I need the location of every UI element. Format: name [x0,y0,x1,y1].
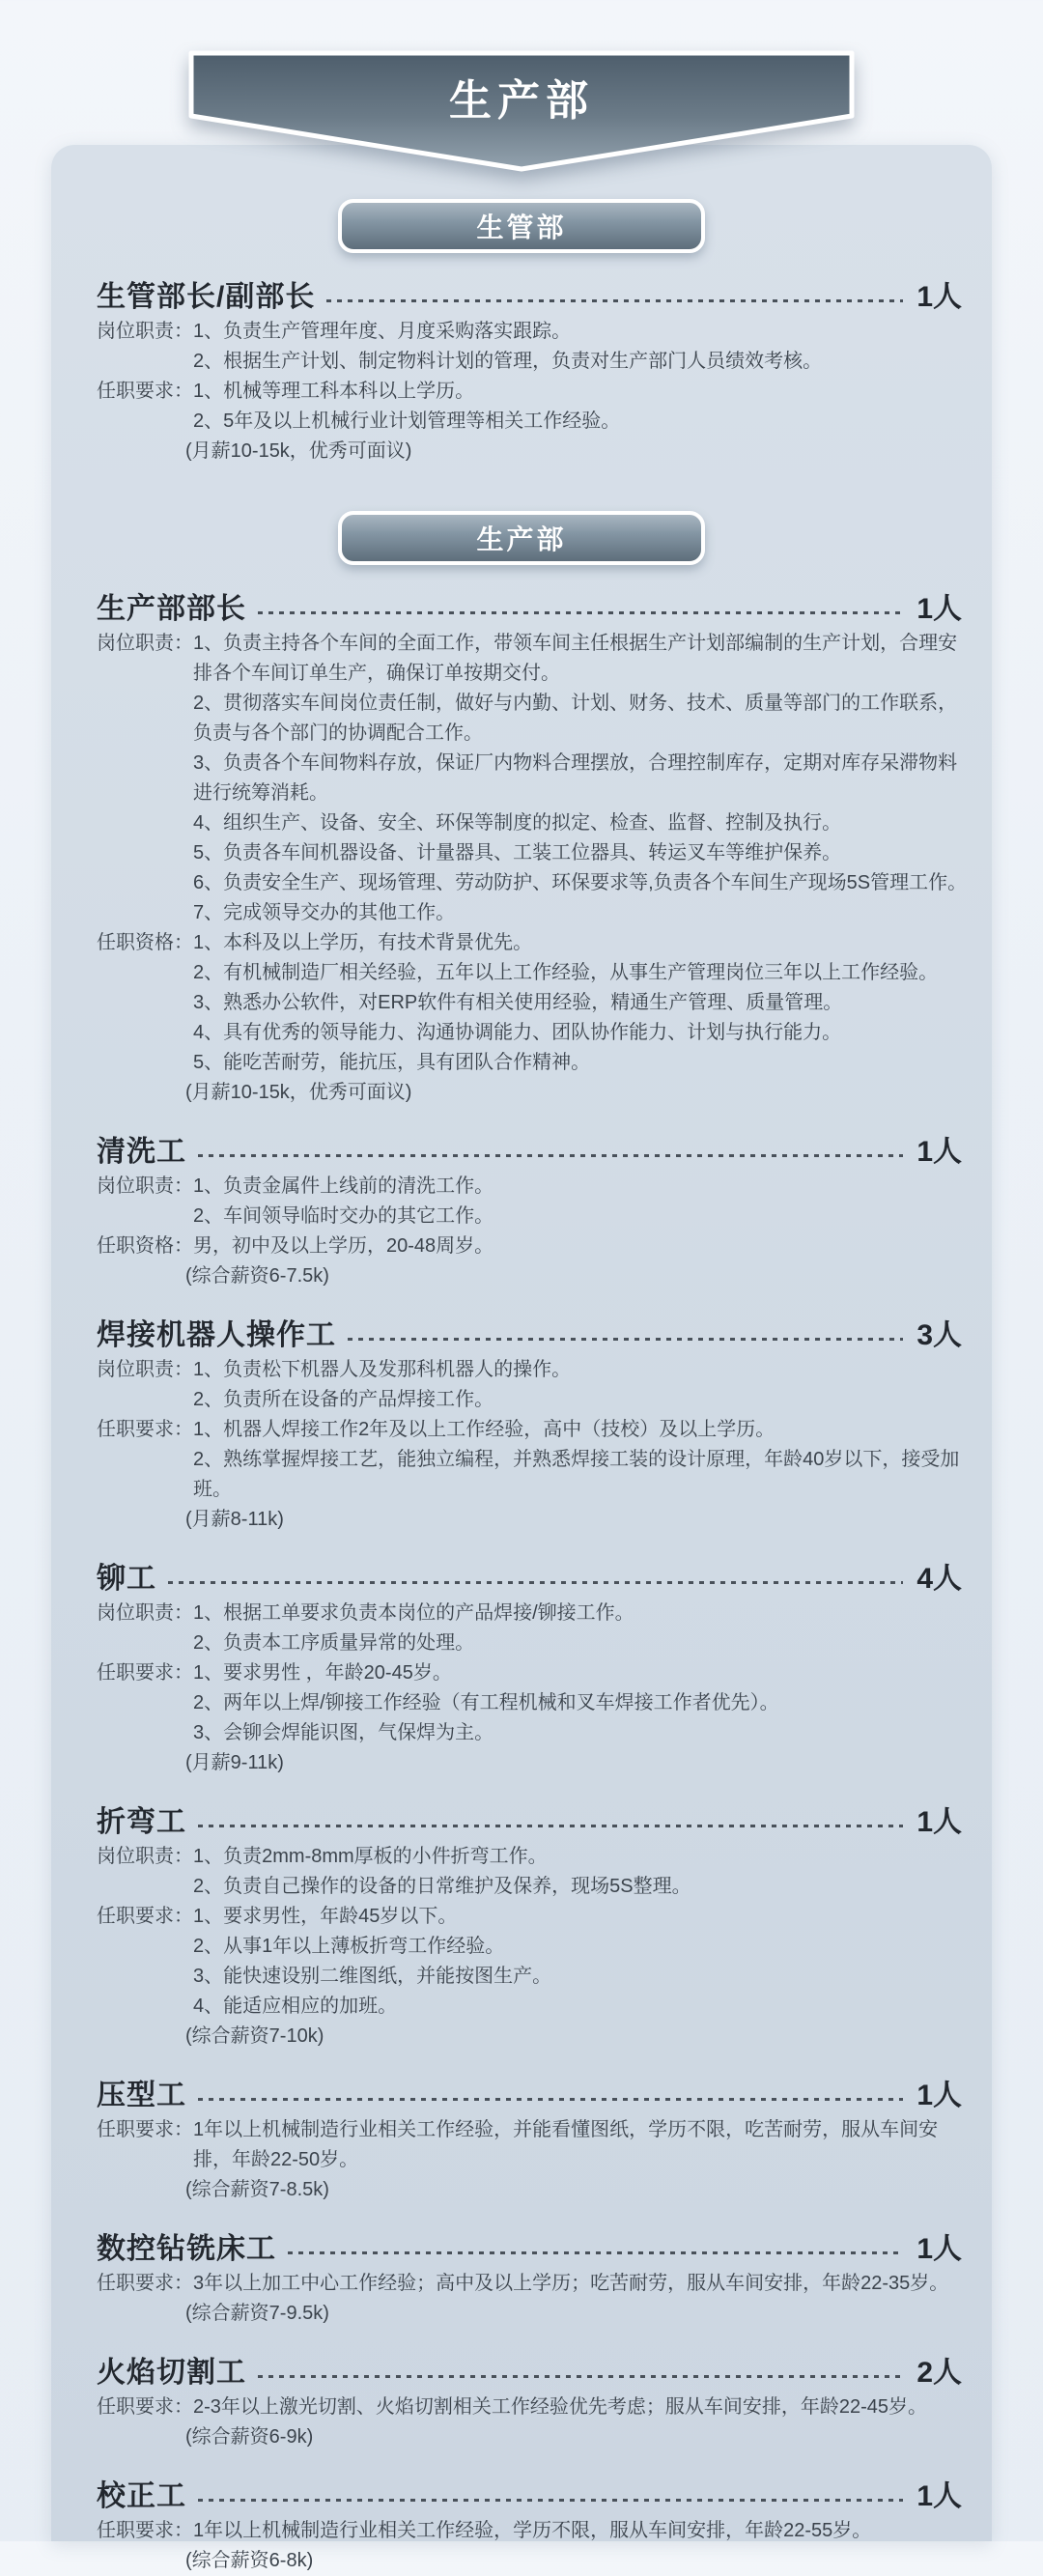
section-label: 任职要求： [97,2273,193,2294]
salary-note: (综合薪资7-8.5k) [185,2179,329,2200]
job-header [97,2473,969,2513]
dotted-leader [258,610,903,614]
requirement-item: 1、要求男性 ，年龄20-45岁。 [193,1662,452,1684]
salary-note: (月薪8-11k) [185,1509,284,1530]
section-label: 任职资格： [97,1235,193,1257]
content-card [51,145,992,2571]
section-items [193,1902,969,2022]
section-label: 岗位职责： [97,633,193,654]
requirement-item: 4、组织生产、设备、安全、环保等制度的拟定、检查、监督、控制及执行。 [193,812,842,834]
job-section [97,317,969,377]
job-body [97,317,969,467]
job-headcount: 4人 [916,1563,962,1595]
section-label: 任职要求： [97,1906,193,1927]
dotted-leader [348,1337,903,1341]
section-items [193,2115,969,2175]
requirement-item: 5、负责各车间机器设备、计量器具、工装工位器具、转运叉车等维护保养。 [193,842,842,863]
job-header [97,273,969,314]
section-items [193,1231,969,1261]
section-items [193,1658,969,1748]
dotted-leader [288,2250,903,2254]
job-header [97,1312,969,1352]
requirement-item: 2、负责自己操作的设备的日常维护及保养，现场5S整理。 [193,1876,691,1897]
section-items [193,377,969,437]
job-listing [97,2225,969,2329]
section-label: 任职要求： [97,381,193,402]
section-label: 任职要求： [97,2520,193,2541]
job-headcount: 2人 [916,2357,962,2389]
requirement-item: 1、负责2mm-8mm厚板的小件折弯工作。 [193,1846,548,1867]
section-badge-label: 生管部 [476,212,567,242]
job-section [97,1902,969,2022]
dotted-leader [168,1580,903,1584]
job-listing [97,585,969,1108]
job-listing [97,1128,969,1291]
job-headcount: 1人 [916,2480,962,2512]
job-listing [97,1555,969,1778]
section-items [193,2392,969,2422]
requirement-item: 1、本科及以上学历，有技术背景优先。 [193,932,533,953]
requirement-item: 1、机械等理工科本科以上学历。 [193,381,475,402]
requirement-item: 1、机器人焊接工作2年及以上工作经验，高中（技校）及以上学历。 [193,1419,775,1440]
job-title: 数控钻铣床工 [97,2233,276,2265]
job-listing [97,273,969,467]
job-title: 生产部部长 [97,593,246,625]
job-body [97,2516,969,2576]
job-title: 折弯工 [97,1806,186,1838]
dotted-leader [258,2374,903,2378]
job-body [97,629,969,1108]
job-header [97,1555,969,1596]
salary-note: (月薪10-15k，优秀可面议) [185,440,412,462]
job-list [51,585,992,2576]
section-items [193,629,969,928]
requirement-item: 男，初中及以上学历，20-48周岁。 [193,1235,494,1257]
section-items [193,317,969,377]
job-headcount: 1人 [916,2233,962,2265]
requirement-item: 2、熟练掌握焊接工艺，能独立编程，并熟悉焊接工装的设计原理，年龄40岁以下，接受加班。 [193,1449,960,1500]
section-items [193,1415,969,1505]
job-headcount: 1人 [916,2080,962,2111]
section-label: 岗位职责： [97,1846,193,1867]
job-headcount: 1人 [916,593,962,625]
requirement-item: 1、要求男性，年龄45岁以下。 [193,1906,458,1927]
section-label: 任职要求： [97,1662,193,1684]
job-title: 校正工 [97,2480,186,2512]
requirement-item: 2、5年及以上机械行业计划管理等相关工作经验。 [193,410,621,432]
section-label: 岗位职责： [97,1359,193,1380]
salary-note: (月薪9-11k) [185,1752,284,1773]
requirement-item: 2、根据生产计划、制定物料计划的管理，负责对生产部门人员绩效考核。 [193,351,823,372]
dotted-leader [198,2498,903,2502]
requirement-item: 2-3年以上激光切割、火焰切割相关工作经验优先考虑；服从车间安排，年龄22-45岁。 [193,2396,928,2418]
section-items [193,1355,969,1415]
job-headcount: 3人 [916,1319,962,1351]
job-listing [97,2349,969,2452]
job-body [97,2269,969,2329]
job-header [97,2225,969,2266]
salary-note: (综合薪资6-8k) [185,2550,314,2571]
job-title: 压型工 [97,2080,186,2111]
section-items [193,2516,969,2546]
job-listing [97,1798,969,2052]
section-items [193,1599,969,1658]
salary-note: (综合薪资6-7.5k) [185,1265,329,1287]
requirement-item: 1、根据工单要求负责本岗位的产品焊接/铆接工作。 [193,1602,634,1624]
job-title: 火焰切割工 [97,2357,246,2389]
job-body [97,1842,969,2052]
job-headcount: 1人 [916,281,962,313]
department-group [51,511,992,2576]
job-section [97,629,969,928]
requirement-item: 3、会铆会焊能识图，气保焊为主。 [193,1722,494,1743]
section-label: 岗位职责： [97,1602,193,1624]
salary-note: (综合薪资7-9.5k) [185,2303,329,2324]
job-section [97,1599,969,1658]
job-listing [97,2072,969,2205]
job-header [97,2072,969,2112]
job-section [97,2392,969,2422]
job-header [97,1798,969,1839]
requirement-item: 5、能吃苦耐劳，能抗压，具有团队合作精神。 [193,1052,591,1073]
section-label: 任职要求： [97,2119,193,2140]
section-label: 岗位职责： [97,321,193,342]
section-items [193,928,969,1078]
section-badge [338,511,705,565]
job-section [97,2516,969,2546]
job-section [97,1658,969,1748]
requirement-item: 4、能适应相应的加班。 [193,1996,398,2017]
requirement-item: 6、负责安全生产、现场管理、劳动防护、环保要求等,负责各个车间生产现场5S管理工作。 [193,872,968,893]
section-items [193,1172,969,1231]
job-title: 清洗工 [97,1136,186,1168]
dotted-leader [326,298,903,302]
requirement-item: 3、能快速设别二维图纸，并能按图生产。 [193,1966,552,1987]
requirement-item: 7、完成领导交办的其他工作。 [193,902,456,923]
department-group [51,199,992,467]
dotted-leader [198,1153,903,1157]
requirement-item: 2、从事1年以上薄板折弯工作经验。 [193,1936,505,1957]
job-title: 铆工 [97,1563,156,1595]
department-groups [51,199,992,2576]
job-body [97,1599,969,1778]
job-section [97,2115,969,2175]
section-badge-label: 生产部 [476,524,567,554]
requirement-item: 2、负责本工序质量异常的处理。 [193,1632,475,1654]
job-body [97,2392,969,2452]
section-items [193,1842,969,1902]
requirement-item: 2、有机械制造厂相关经验，五年以上工作经验，从事生产管理岗位三年以上工作经验。 [193,962,939,983]
dotted-leader [198,2097,903,2101]
requirement-item: 3、熟悉办公软件，对ERP软件有相关使用经验，精通生产管理、质量管理。 [193,992,843,1013]
requirement-item: 1、负责松下机器人及发那科机器人的操作。 [193,1359,572,1380]
job-section [97,1172,969,1231]
job-header [97,585,969,626]
section-badge [338,199,705,253]
section-label: 任职资格： [97,932,193,953]
job-section [97,1231,969,1261]
job-body [97,1172,969,1291]
requirement-item: 4、具有优秀的领导能力、沟通协调能力、团队协作能力、计划与执行能力。 [193,1022,842,1043]
section-label: 岗位职责： [97,1175,193,1197]
requirement-item: 1、负责生产管理年度、月度采购落实跟踪。 [193,321,572,342]
requirement-item: 2、两年以上焊/铆接工作经验（有工程机械和叉车焊接工作者优先）。 [193,1692,779,1713]
job-section [97,1355,969,1415]
job-title: 生管部长/副部长 [97,281,316,313]
requirement-item: 2、负责所在设备的产品焊接工作。 [193,1389,494,1410]
job-header [97,2349,969,2390]
salary-note: (月薪10-15k，优秀可面议) [185,1082,412,1103]
requirement-item: 1年以上机械制造行业相关工作经验，并能看懂图纸，学历不限，吃苦耐劳，服从车间安排，年龄22-50岁。 [193,2119,939,2170]
salary-note: (综合薪资7-10k) [185,2025,324,2047]
job-body [97,2115,969,2205]
section-label: 任职要求： [97,1419,193,1440]
job-listing [97,1312,969,1535]
job-section [97,377,969,437]
job-listing [97,2473,969,2576]
salary-note: (综合薪资6-9k) [185,2426,314,2448]
requirement-item: 1、负责主持各个车间的全面工作，带领车间主任根据生产计划部编制的生产计划，合理安排各个车间订单生产，确保订单按期交付。 [193,633,958,684]
section-label: 任职要求： [97,2396,193,2418]
job-section [97,928,969,1078]
job-header [97,1128,969,1169]
job-body [97,1355,969,1535]
requirement-item: 3、负责各个车间物料存放，保证厂内物料合理摆放，合理控制库存，定期对库存呆滞物料进行统筹消耗。 [193,752,958,804]
requirement-item: 3年以上加工中心工作经验；高中及以上学历；吃苦耐劳，服从车间安排，年龄22-35岁。 [193,2273,949,2294]
job-section [97,2269,969,2299]
job-title: 焊接机器人操作工 [97,1319,336,1351]
requirement-item: 1年以上机械制造行业相关工作经验，学历不限，服从车间安排，年龄22-55岁。 [193,2520,872,2541]
job-section [97,1842,969,1902]
section-items [193,2269,969,2299]
dotted-leader [198,1824,903,1827]
job-headcount: 1人 [916,1806,962,1838]
job-list [51,273,992,467]
job-section [97,1415,969,1505]
banner-title: 生产部 [449,77,594,125]
job-headcount: 1人 [916,1136,962,1168]
requirement-item: 2、贯彻落实车间岗位责任制，做好与内勤、计划、财务、技术、质量等部门的工作联系，负责与各个部门的协调配合工作。 [193,693,958,744]
requirement-item: 2、车间领导临时交办的其它工作。 [193,1205,494,1227]
requirement-item: 1、负责金属件上线前的清洗工作。 [193,1175,494,1197]
department-banner [188,50,855,174]
